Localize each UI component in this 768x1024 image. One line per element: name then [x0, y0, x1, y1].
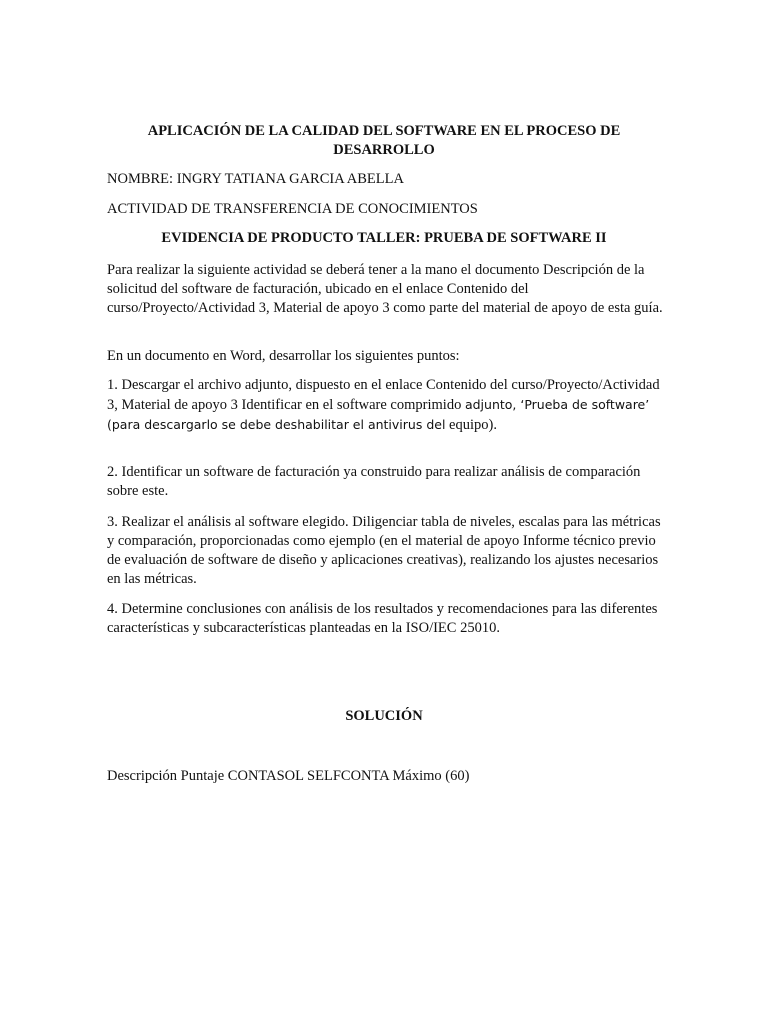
intro-paragraph: Para realizar la siguiente actividad se deberá tener a la mano el documento Descripción de la solicitud del software de facturación, ubicado en el enlace Contenido del curso/Proyecto/Actividad 3, Material de apoyo 3 como parte del material de apoyo de esta guía. [107, 262, 663, 316]
point-1 [107, 376, 663, 435]
point-3: 3. Realizar el análisis al software elegido. Diligenciar tabla de niveles, escalas para las métricas y comparación, proporcionadas como ejemplo (en el material de apoyo Informe técnico previo de evaluación de software de diseño y aplicaciones creativas), realizando los ajustes necesarios en las métricas. [107, 514, 661, 587]
activity-title: ACTIVIDAD DE TRANSFERENCIA DE CONOCIMIENTOS [107, 201, 478, 217]
point-1-text-b: adjunto, ‘Prueba de software’ (para descargarlo se debe deshabilitar el antivirus del [107, 397, 650, 432]
solution-heading: SOLUCIÓN [345, 708, 423, 724]
instructions-intro: En un documento en Word, desarrollar los siguientes puntos: [107, 348, 460, 364]
document-title: APLICACIÓN DE LA CALIDAD DEL SOFTWARE EN EL PROCESO DE DESARROLLO [147, 123, 621, 158]
evidence-heading: EVIDENCIA DE PRODUCTO TALLER: PRUEBA DE SOFTWARE II [161, 230, 607, 246]
point-1-text-a: 1. Descargar el archivo adjunto, dispuesto en el enlace Contenido del curso/Proyecto/Actividad 3, Material de apoyo 3 Identificar en el software comprimido [107, 377, 660, 413]
point-4: 4. Determine conclusiones con análisis de los resultados y recomendaciones para las diferentes características y subcaracterísticas planteadas en la ISO/IEC 25010. [107, 601, 658, 636]
student-name: NOMBRE: INGRY TATIANA GARCIA ABELLA [107, 171, 404, 187]
point-2: 2. Identificar un software de facturación ya construido para realizar análisis de comparación sobre este. [107, 464, 641, 499]
table-header-line: Descripción Puntaje CONTASOL SELFCONTA Máximo (60) [107, 768, 470, 784]
point-1-text-c: equipo). [445, 417, 497, 433]
